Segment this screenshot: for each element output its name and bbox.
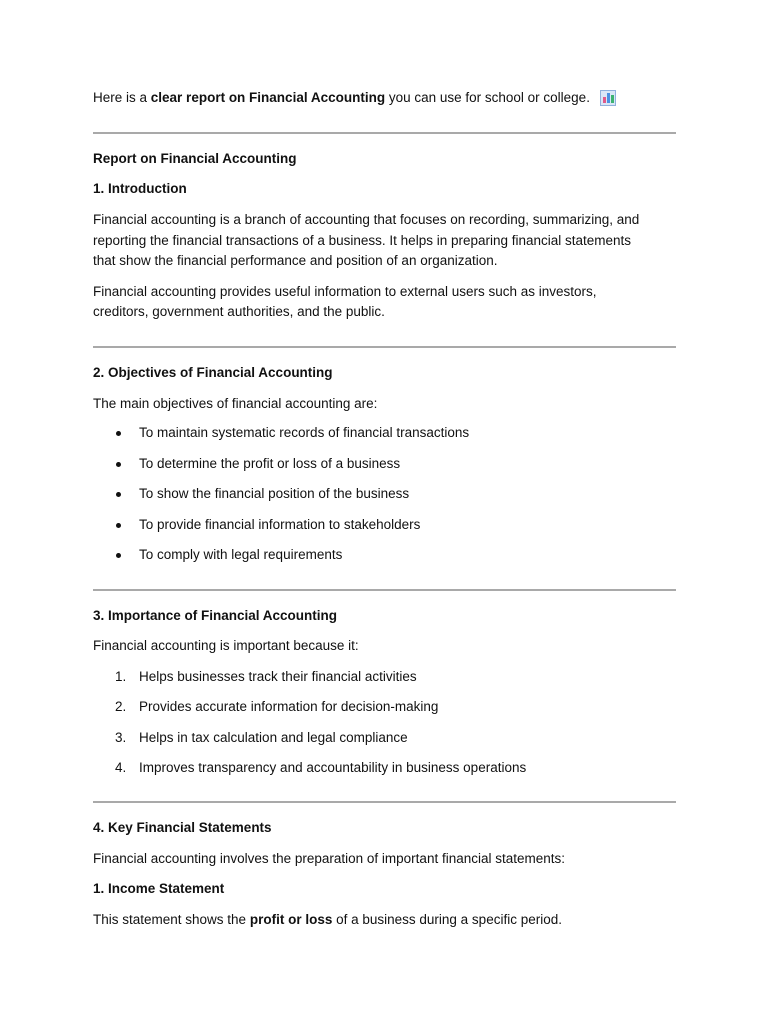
income-prefix: This statement shows the	[93, 912, 250, 927]
list-item: To show the financial position of the business	[139, 486, 410, 501]
section-4-lead: Financial accounting involves the preparation of important financial statements:	[93, 851, 566, 866]
list-number: 2.	[115, 699, 127, 714]
list-item: To provide financial information to stakeholders	[139, 517, 421, 532]
section-1-heading: 1. Introduction	[93, 181, 187, 196]
bullet-icon	[116, 523, 121, 528]
report-title: Report on Financial Accounting	[93, 151, 297, 166]
list-item: Helps in tax calculation and legal compliance	[139, 730, 408, 745]
section-3-heading: 3. Importance of Financial Accounting	[93, 608, 338, 623]
bullet-icon	[116, 462, 121, 467]
section-4-heading: 4. Key Financial Statements	[93, 820, 272, 835]
intro-bold: clear report on Financial Accounting	[150, 90, 386, 105]
section-1-p1-line1: Financial accounting is a branch of accounting that focuses on recording, summarizing, and	[93, 212, 640, 227]
section-2-heading: 2. Objectives of Financial Accounting	[93, 365, 333, 380]
list-item: Helps businesses track their financial activities	[139, 669, 417, 684]
income-statement-text	[93, 910, 562, 930]
list-item: Improves transparency and accountability in business operations	[139, 760, 527, 775]
bullet-icon	[116, 553, 121, 558]
bar-chart-icon	[600, 90, 616, 106]
section-1-p1-line2: reporting the financial transactions of a business. It helps in preparing financial statements	[93, 233, 632, 248]
section-1-p1-line3: that show the financial performance and position of an organization.	[93, 253, 498, 268]
income-bold: profit or loss	[249, 912, 333, 927]
income-statement-heading: 1. Income Statement	[93, 881, 225, 896]
intro-line	[93, 88, 590, 108]
list-item: To maintain systematic records of financial transactions	[139, 425, 470, 440]
intro-suffix: you can use for school or college.	[385, 90, 590, 105]
list-number: 1.	[115, 669, 127, 684]
divider	[93, 801, 676, 803]
section-3-lead: Financial accounting is important because it:	[93, 638, 359, 653]
list-item: To determine the profit or loss of a business	[139, 456, 401, 471]
bullet-icon	[116, 431, 121, 436]
list-item: To comply with legal requirements	[139, 547, 343, 562]
list-number: 4.	[115, 760, 127, 775]
section-1-p2-line2: creditors, government authorities, and the public.	[93, 304, 385, 319]
section-1-p2-line1: Financial accounting provides useful information to external users such as investors,	[93, 284, 597, 299]
section-2-lead: The main objectives of financial accounting are:	[93, 396, 378, 411]
divider	[93, 589, 676, 591]
divider	[93, 346, 676, 348]
list-number: 3.	[115, 730, 127, 745]
list-item: Provides accurate information for decision-making	[139, 699, 439, 714]
divider	[93, 132, 676, 134]
bullet-icon	[116, 492, 121, 497]
intro-prefix: Here is a	[93, 90, 151, 105]
income-suffix: of a business during a specific period.	[332, 912, 562, 927]
